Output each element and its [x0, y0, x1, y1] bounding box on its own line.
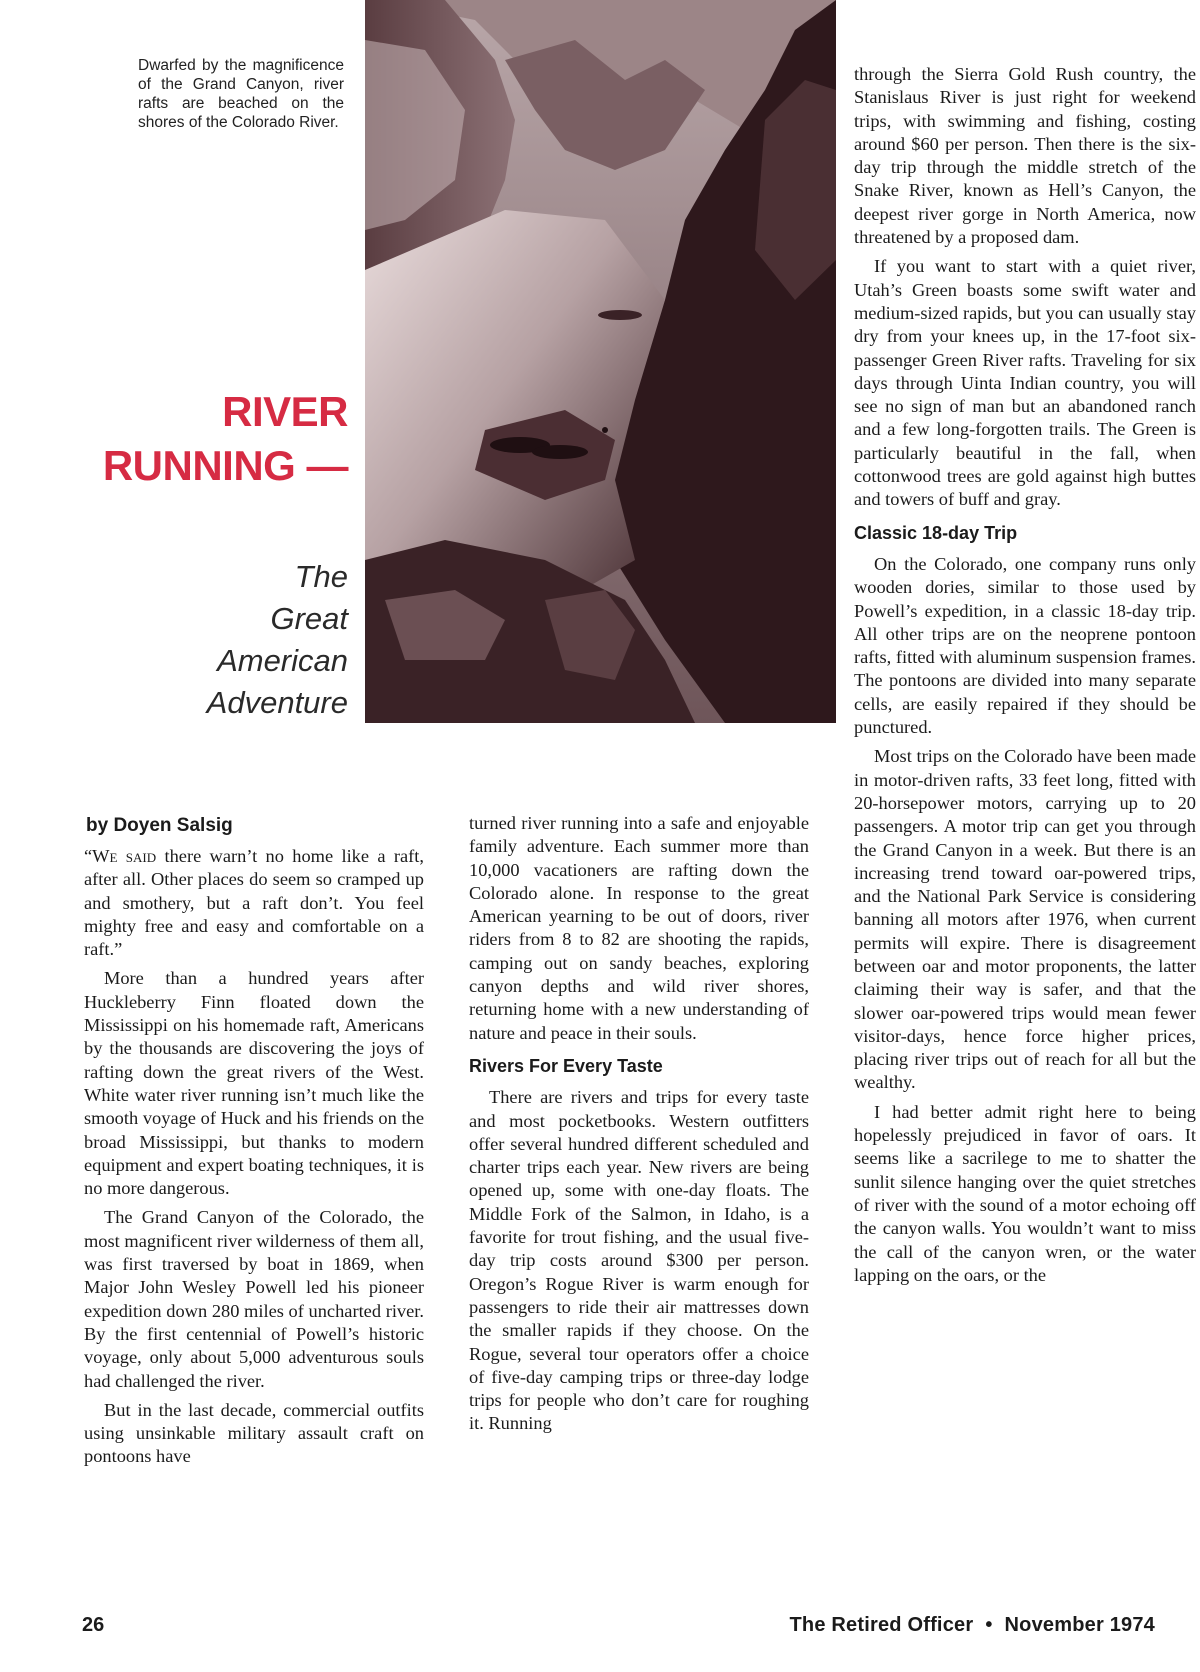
paragraph: But in the last decade, commercial outfits using unsinkable military assault craft on pontoons have: [84, 1399, 424, 1467]
paragraph: The Grand Canyon of the Colorado, the most magnificent river wilderness of them all, was first traversed by boat in 1869, when Major John Wesley Powell led his pioneer expedition down 280 miles of uncharted river. By the first centennial of Powell’s historic voyage, only about 5,000 adventurous souls had challenged the river.: [84, 1207, 424, 1391]
subtitle-line: The: [294, 559, 348, 594]
title-line-1: RIVER: [222, 388, 348, 435]
paragraph: through the Sierra Gold Rush country, the Stanislaus River is just right for weekend trips, with swimming and fishing, costing around $60 per person. Then there is the six-day trip through the middle stretch of the Snake River, known as Hell’s Canyon, the deepest river gorge in North America, now threatened by a proposed dam.: [854, 64, 1196, 248]
canyon-photo: [365, 0, 836, 723]
byline: by Doyen Salsig: [86, 815, 233, 836]
paragraph: If you want to start with a quiet river, Utah’s Green boasts some swift water and medium-sized rapids, but you can usually stay dry from your knees up, in the 17-foot six-passenger Green River rafts. Traveling for six days through Uinta Indian country, you will see no sign of man but an abandoned ranch and a few long-forgotten trails. The Green is particularly beautiful in the fall, when cottonwood trees are gold against high buttes and towers of buff and gray.: [854, 256, 1196, 510]
running-footer: [789, 1614, 1155, 1637]
paragraph: There are rivers and trips for every taste and most pocketbooks. Western outfitters offer several hundred different scheduled and charter trips each year. New rivers are being opened up, some with one-day floats. The Middle Fork of the Salmon, in Idaho, is a favorite for trout fishing, and the usual five-day trip costs around $300 per person. Oregon’s Rogue River is warm enough for passengers to ride their air mattresses down the smaller rapids if they choose. On the Rogue, several tour operators offer a choice of five-day camping trips or three-day lodge trips for people who don’t care for roughing it. Running: [469, 1087, 809, 1434]
body-column-1: [84, 845, 424, 1475]
paragraph: I had better admit right here to being hopelessly prejudiced in favor of oars. It seems like a sacrilege to me to shatter the sunlit silence hanging over the quiet stretches of river with the sound of a motor echoing off the canyon walls. You wouldn’t want to miss the call of the canyon wren, or the water lapping on the oars, or the: [854, 1101, 1196, 1285]
footer-separator: •: [985, 1614, 993, 1636]
photo-caption: Dwarfed by the magnificence of the Grand Canyon, river rafts are beached on the shores of the Colorado River.: [138, 57, 344, 131]
paragraph: turned river running into a safe and enjoyable family adventure. Each summer more than 10,000 vacationers are rafting down the Colorado alone. In response to the great American yearning to be out of doors, river riders from 8 to 82 are shooting the rapids, camping out on sandy beaches, exploring canyon depths and wild river shores, returning home with a new understanding of nature and peace in their souls.: [469, 813, 809, 1043]
subtitle-line: Adventure: [206, 685, 348, 720]
paragraph: More than a hundred years after Huckleberry Finn floated down the Mississippi on his homemade raft, Americans by the thousands are discovering the joys of rafting down the great rivers of the West. White water river running isn’t much like the smooth voyage of Huck and his friends on the broad Mississippi, but thanks to modern equipment and expert boating techniques, it is no more dangerous.: [84, 968, 424, 1199]
page-number: 26: [82, 1614, 105, 1636]
body-column-3: [854, 63, 1196, 1293]
article-subtitle: [48, 556, 348, 724]
issue-date: November 1974: [1004, 1614, 1155, 1636]
body-column-2: [469, 812, 809, 1442]
paragraph: On the Colorado, one company runs only wooden dories, similar to those used by Powell’s expedition, in a classic 18-day trip. All other trips are on the neoprene pontoon rafts, fitted with aluminum suspension frames. The pontoons are divided into many separate cells, are easily repaired if they should be punctured.: [854, 553, 1196, 738]
subtitle-line: American: [217, 643, 348, 678]
publication-name: The Retired Officer: [789, 1614, 974, 1636]
subtitle-line: Great: [270, 601, 348, 636]
section-heading: Rivers For Every Taste: [469, 1055, 663, 1076]
paragraph: Most trips on the Colorado have been made in motor-driven rafts, 33 feet long, fitted with 20-horsepower motors, carrying up to 20 passengers. A motor trip can get you through the Grand Canyon in a week. But there is an increasing trend toward oar-powered trips, and the National Park Service is considering banning all motors after 1976, when current permits will expire. There is disagreement between oar and motor proponents, the latter claiming their way is safer, and that the slower oar-powered trips would mean fewer visitor-days, hence force higher prices, placing river trips out of reach for all but the wealthy.: [854, 746, 1196, 1093]
article-title: [0, 385, 348, 493]
drop-lead: “We said: [84, 846, 157, 866]
paragraph: [84, 845, 424, 961]
paragraph-text: there warn’t no home like a raft, after all. Other places do seem so cramped up and smothery, but a raft don’t. You feel mighty free and easy and comfortable on a raft.”: [84, 846, 424, 960]
section-heading: Classic 18-day Trip: [854, 522, 1018, 543]
title-line-2: RUNNING —: [102, 442, 348, 489]
